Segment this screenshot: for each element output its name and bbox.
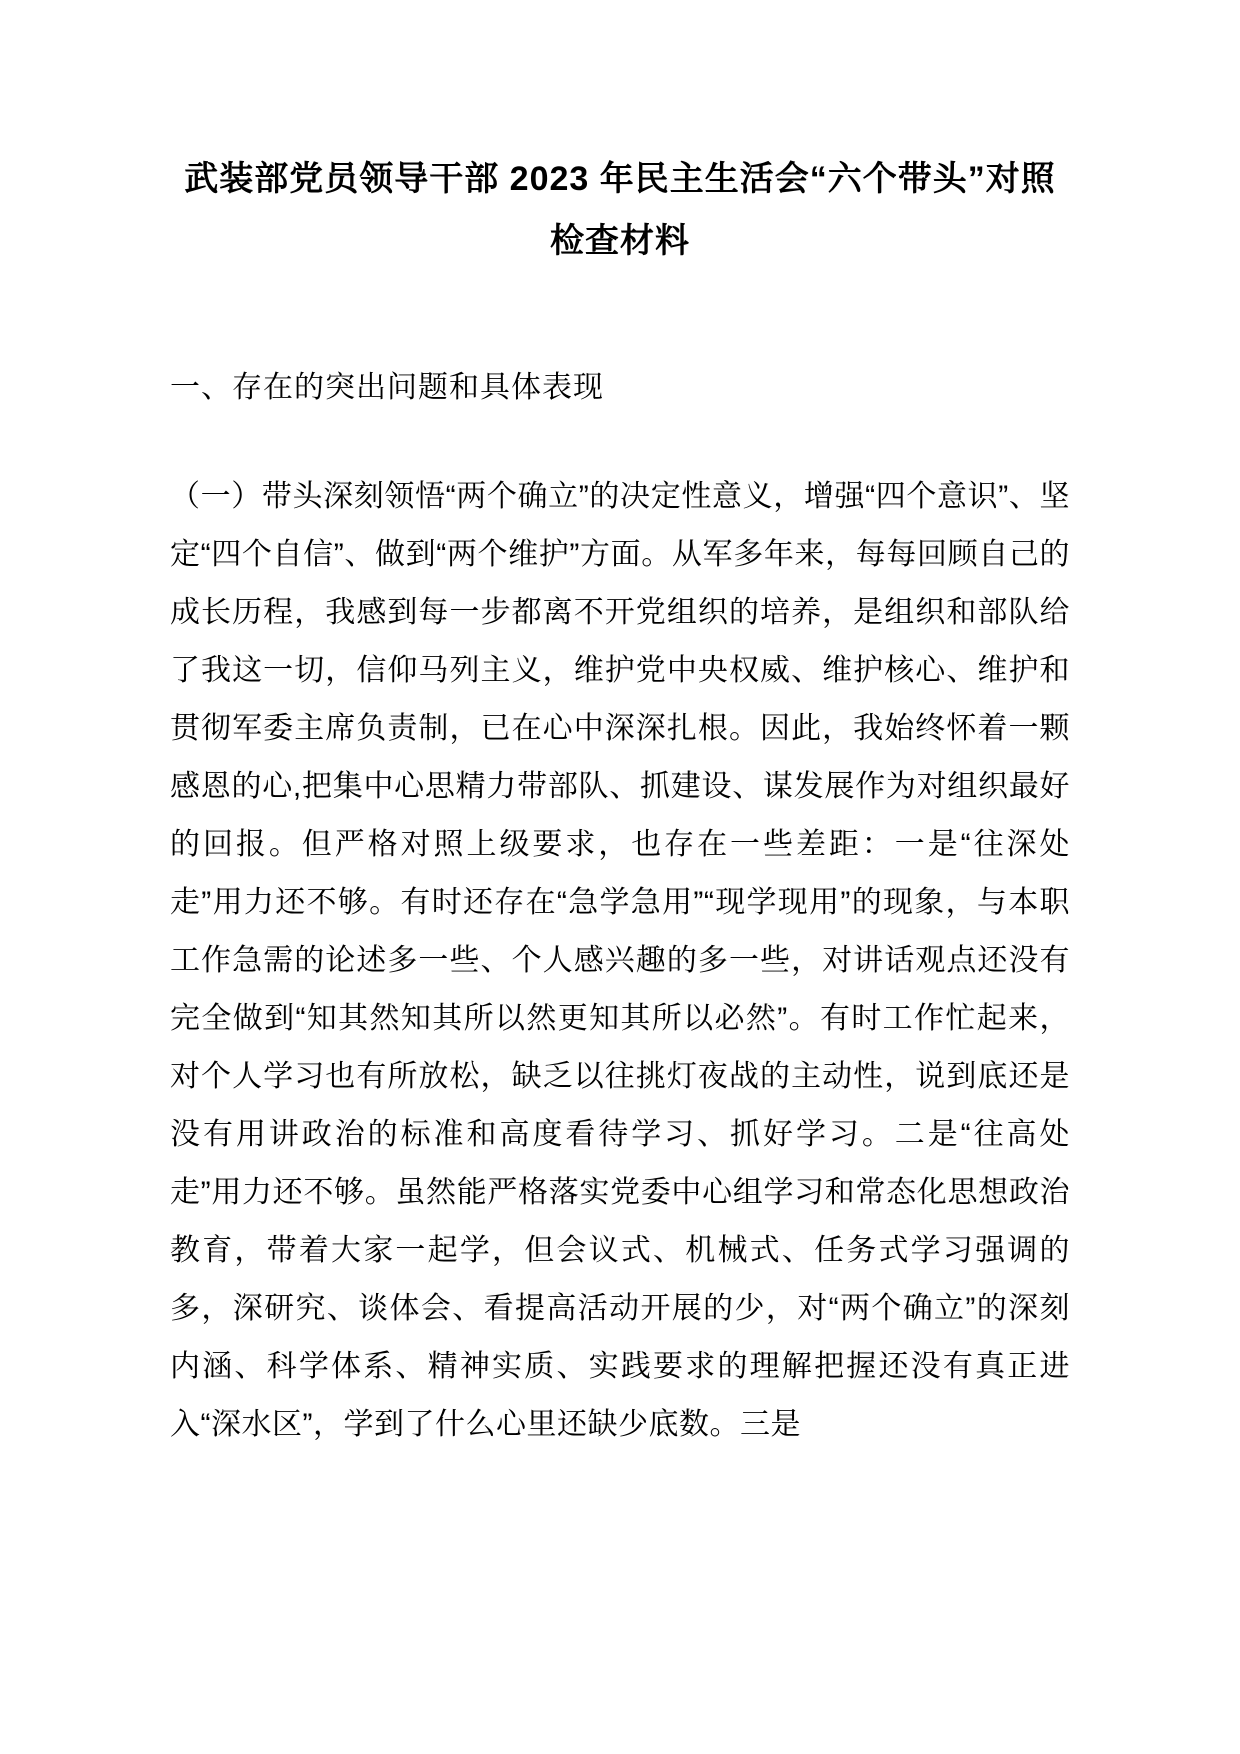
document-title: 武装部党员领导干部 2023 年民主生活会“六个带头”对照检查材料 <box>184 160 1056 260</box>
section-heading: 一、存在的突出问题和具体表现 <box>170 371 604 404</box>
body-paragraph: （一）带头深刻领悟“两个确立”的决定性意义，增强“四个意识”、坚定“四个自信”、做到“两个维护”方面。从军多年来，每每回顾自己的成长历程，我感到每一步都离不开党组织的培养，是组织和部队给了我这一切，信仰马列主义，维护党中央权威、维护核心、维护和贯彻军委主席负责制，已在心中深深扎根。因此，我始终怀着一颗感恩的心,把集中心思精力带部队、抓建设、谋发展作为对组织最好的回报。但严格对照上级要求，也存在一些差距：一是“往深处走”用力还不够。有时还存在“急学急用”“现学现用”的现象，与本职工作急需的论述多一些、个人感兴趣的多一些，对讲话观点还没有完全做到“知其然知其所以然更知其所以必然”。有时工作忙起来，对个人学习也有所放松，缺乏以往挑灯夜战的主动性，说到底还是没有用讲政治的标准和高度看待学习、抓好学习。二是“往高处走”用力还不够。虽然能严格落实党委中心组学习和常态化思想政治教育，带着大家一起学，但会议式、机械式、任务式学习强调的多，深研究、谈体会、看提高活动开展的少，对“两个确立”的深刻内涵、科学体系、精神实质、实践要求的理解把握还没有真正进入“深水区”，学到了什么心里还缺少底数。三是 <box>170 480 1070 1441</box>
